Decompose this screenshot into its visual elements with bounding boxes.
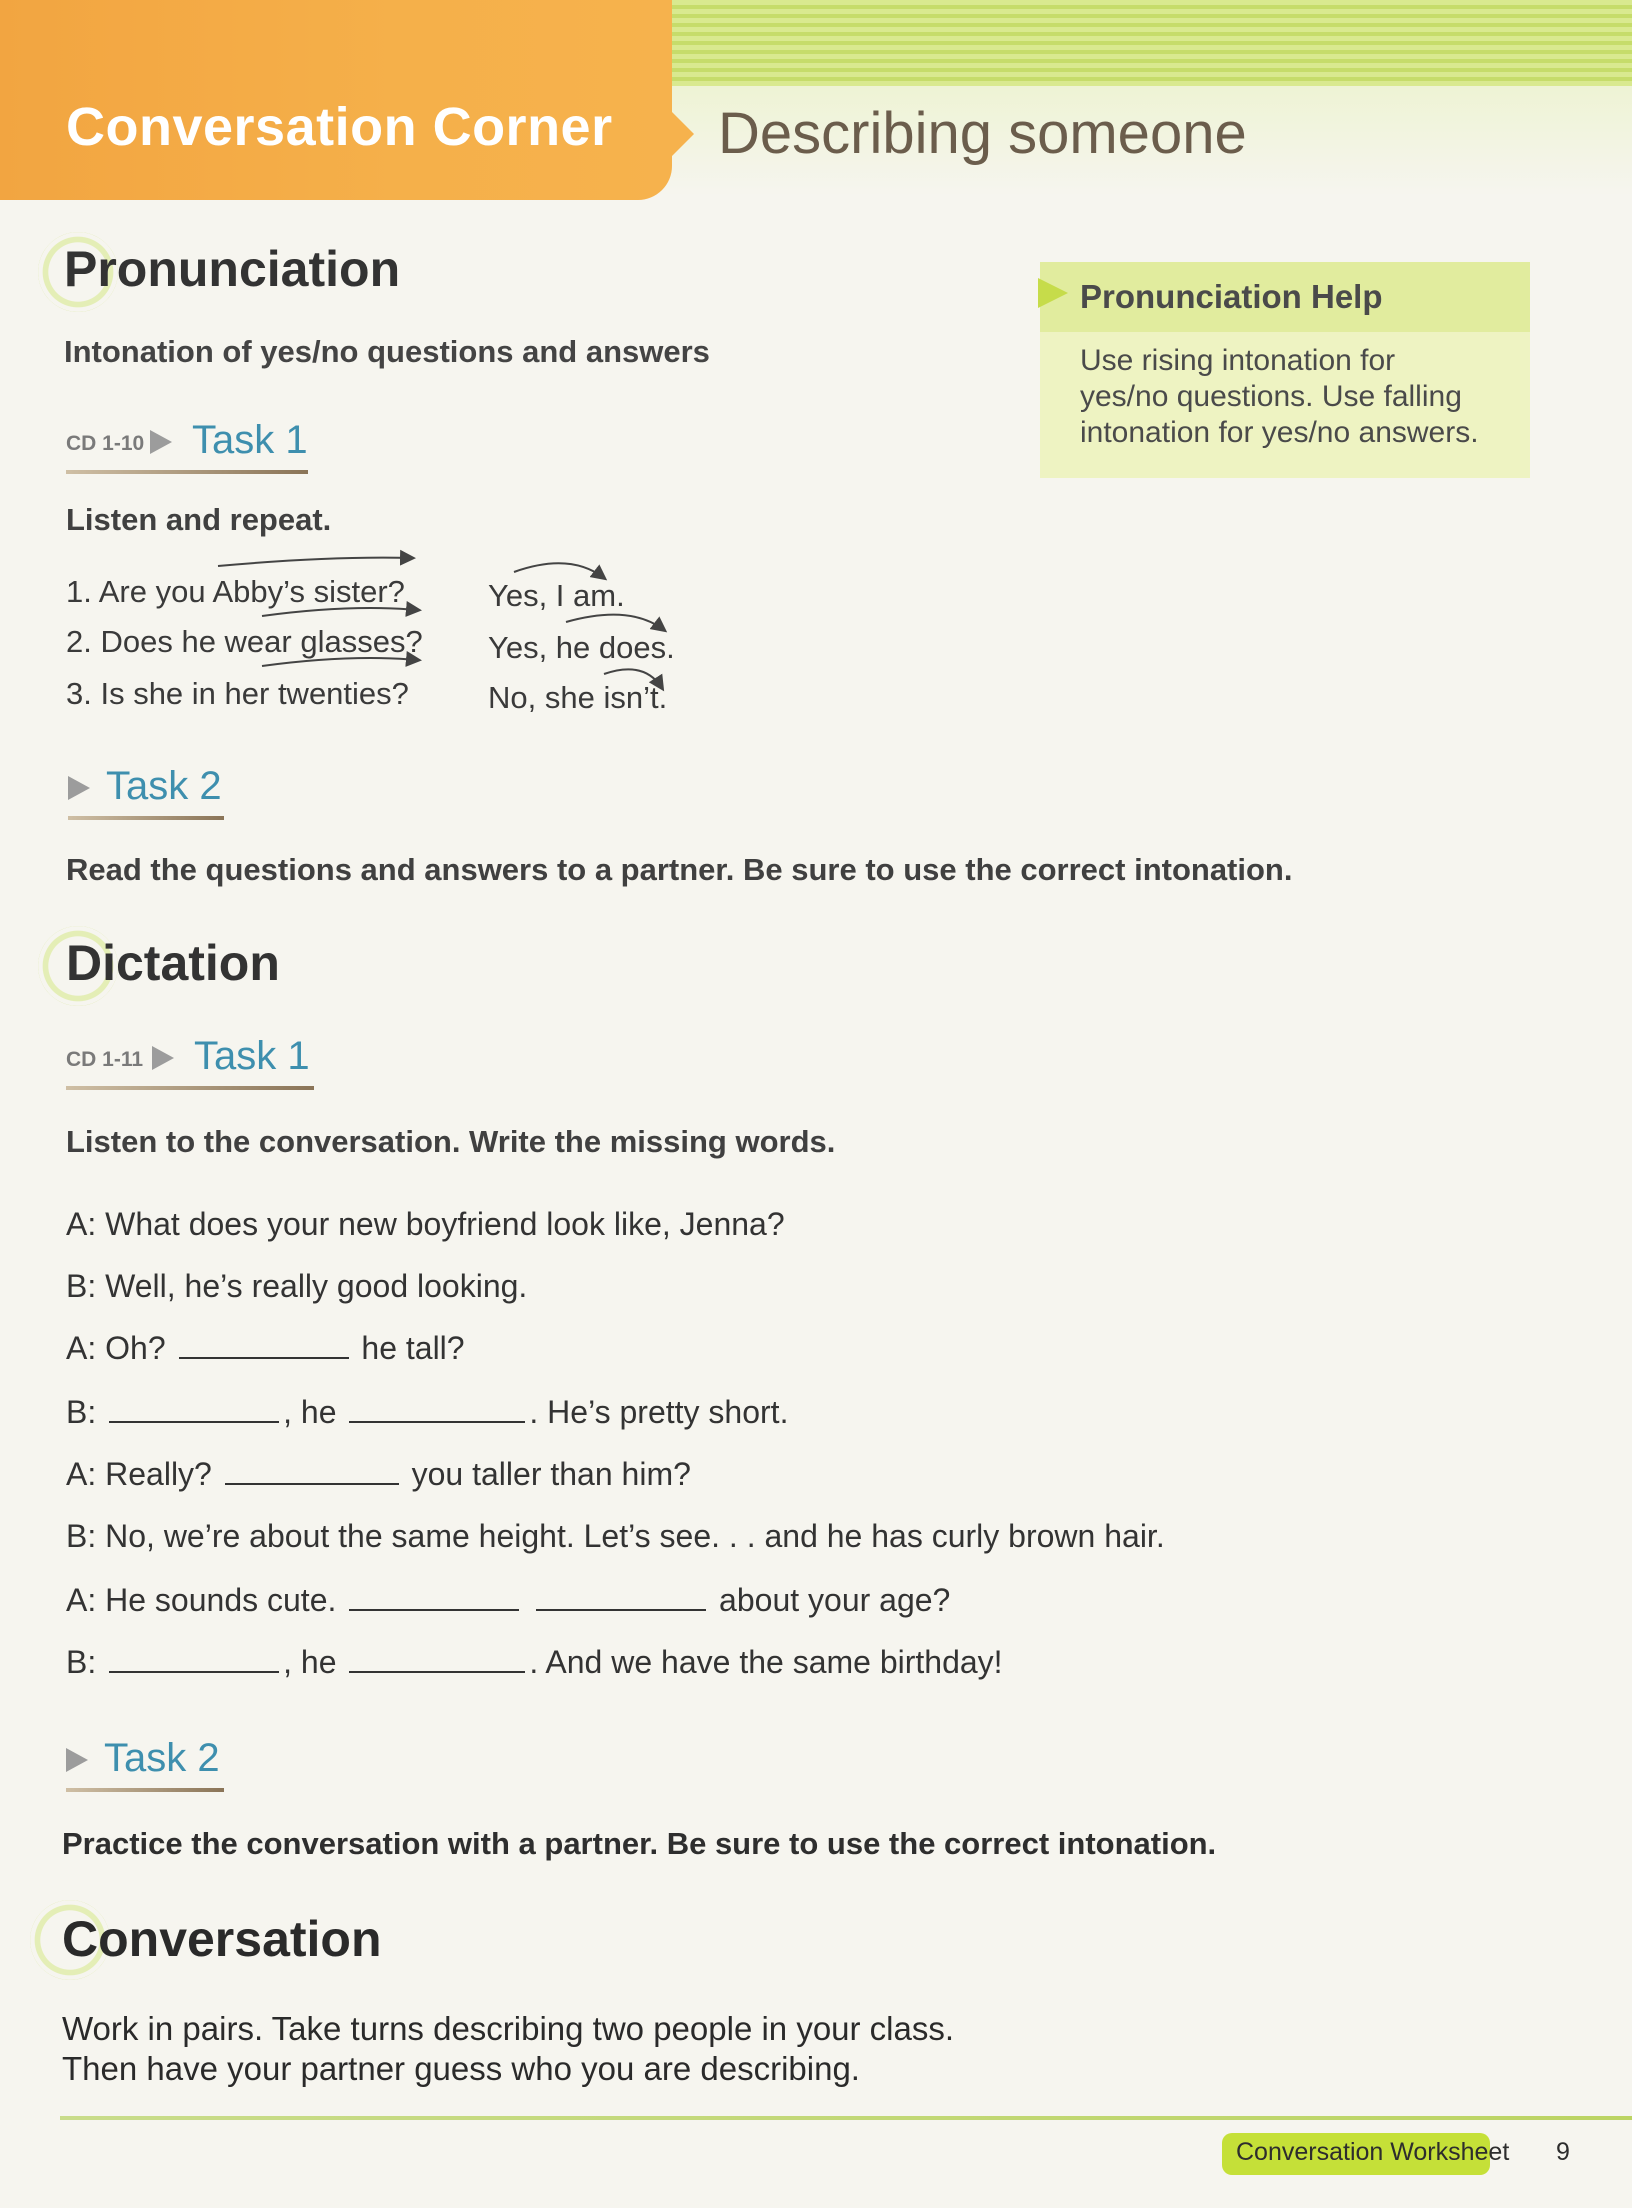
answer-blank[interactable] bbox=[179, 1356, 349, 1359]
answer-blank[interactable] bbox=[349, 1420, 525, 1423]
answer-blank[interactable] bbox=[109, 1670, 279, 1673]
dictation-task1-underline bbox=[66, 1086, 314, 1090]
falling-arrow-icon bbox=[604, 669, 662, 688]
dialogue-text: . He’s pretty short. bbox=[529, 1394, 789, 1430]
answer-blank[interactable] bbox=[109, 1420, 279, 1423]
footer-label: Conversation Worksheet bbox=[1236, 2138, 1510, 2166]
conversation-heading: Conversation bbox=[62, 1911, 382, 1967]
question-1: 1. Are you Abby’s sister? bbox=[66, 574, 405, 609]
dialogue-line-3 bbox=[66, 1330, 465, 1367]
dialogue-line-1: A: What does your new boyfriend look like, Jenna? bbox=[66, 1206, 785, 1242]
dialogue-text: A: He sounds cute. bbox=[66, 1582, 337, 1618]
dialogue-text: , he bbox=[283, 1394, 337, 1430]
help-line-2: yes/no questions. Use falling bbox=[1080, 380, 1462, 413]
pronunciation-help-title: Pronunciation Help bbox=[1080, 278, 1383, 315]
task2-underline bbox=[68, 816, 224, 820]
dialogue-text: A: Really? bbox=[66, 1456, 212, 1492]
header-title: Conversation Corner bbox=[66, 97, 613, 157]
rising-arrow-icon bbox=[262, 608, 418, 616]
rising-arrow-icon bbox=[262, 658, 418, 666]
cd-track-label: CD 1-11 bbox=[66, 1048, 144, 1071]
header-subtitle: Describing someone bbox=[718, 101, 1247, 166]
play-triangle-icon bbox=[66, 1748, 88, 1772]
footer-rule bbox=[60, 2116, 1632, 2120]
play-triangle-icon bbox=[68, 776, 90, 800]
dialogue-line-6: B: No, we’re about the same height. Let’s see. . . and he has curly brown hair. bbox=[66, 1518, 1165, 1554]
answer-blank[interactable] bbox=[225, 1482, 399, 1485]
dialogue-line-8 bbox=[66, 1644, 1003, 1681]
task1-instruction: Listen and repeat. bbox=[66, 502, 332, 537]
help-triangle-icon bbox=[1038, 278, 1068, 308]
pronunciation-heading: Pronunciation bbox=[64, 241, 401, 297]
task1-label: Task 1 bbox=[192, 418, 308, 462]
falling-arrow-icon bbox=[566, 615, 664, 630]
dialogue-text: he tall? bbox=[361, 1330, 465, 1366]
dictation-task1-label: Task 1 bbox=[194, 1034, 310, 1078]
answer-blank[interactable] bbox=[536, 1608, 706, 1611]
dictation-task1-instruction: Listen to the conversation. Write the missing words. bbox=[66, 1124, 836, 1159]
conversation-line-1: Work in pairs. Take turns describing two people in your class. bbox=[62, 2010, 955, 2047]
dialogue-text: A: Oh? bbox=[66, 1330, 166, 1366]
dialogue-line-4 bbox=[66, 1394, 788, 1431]
dialogue-text: B: bbox=[66, 1644, 97, 1680]
play-triangle-icon bbox=[152, 1046, 174, 1070]
question-2: 2. Does he wear glasses? bbox=[66, 624, 423, 659]
dialogue-text: . And we have the same birthday! bbox=[529, 1644, 1003, 1680]
dialogue-line-2: B: Well, he’s really good looking. bbox=[66, 1268, 528, 1304]
dictation-task2-label: Task 2 bbox=[104, 1736, 220, 1780]
answer-blank[interactable] bbox=[349, 1670, 525, 1673]
answer-1: Yes, I am. bbox=[488, 578, 625, 613]
answer-3: No, she isn’t. bbox=[488, 680, 668, 715]
dialogue-text: you taller than him? bbox=[411, 1456, 691, 1492]
dictation-task2-instruction: Practice the conversation with a partner. Be sure to use the correct intonation. bbox=[62, 1826, 1217, 1861]
rising-arrow-icon bbox=[218, 558, 412, 566]
dialogue-text: about your age? bbox=[719, 1582, 951, 1618]
dialogue-line-5 bbox=[66, 1456, 691, 1493]
task2-instruction: Read the questions and answers to a partner. Be sure to use the correct intonation. bbox=[66, 852, 1293, 887]
conversation-line-2: Then have your partner guess who you are describing. bbox=[62, 2050, 860, 2087]
dictation-heading: Dictation bbox=[66, 935, 280, 991]
help-line-1: Use rising intonation for bbox=[1080, 344, 1396, 377]
dialogue-text: , he bbox=[283, 1644, 337, 1680]
dialogue-text: B: bbox=[66, 1394, 97, 1430]
falling-arrow-icon bbox=[514, 563, 604, 578]
pronunciation-subheading: Intonation of yes/no questions and answers bbox=[64, 334, 710, 369]
answer-2: Yes, he does. bbox=[488, 630, 675, 665]
dialogue-line-7 bbox=[66, 1582, 950, 1619]
answer-blank[interactable] bbox=[349, 1608, 519, 1611]
help-line-3: intonation for yes/no answers. bbox=[1080, 416, 1479, 449]
page-number: 9 bbox=[1556, 2138, 1570, 2166]
cd-track-label: CD 1-10 bbox=[66, 432, 145, 455]
task2-label: Task 2 bbox=[106, 764, 222, 808]
dictation-task2-underline bbox=[66, 1788, 224, 1792]
question-3: 3. Is she in her twenties? bbox=[66, 676, 409, 711]
